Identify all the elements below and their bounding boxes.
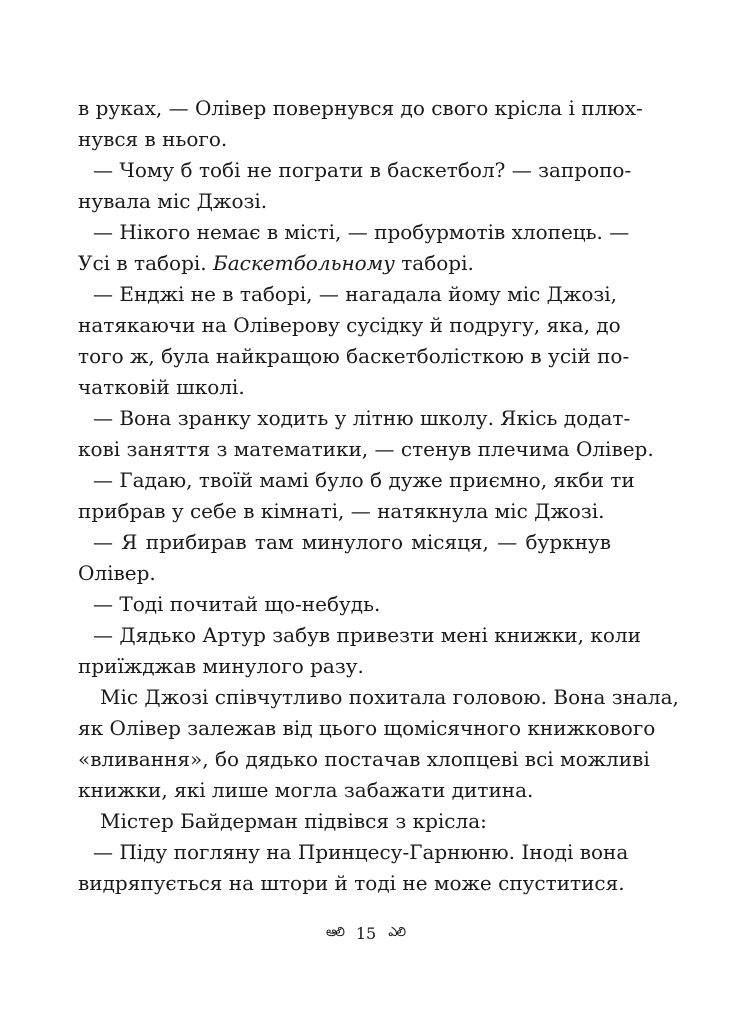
ornament-right-icon: ఎలి — [388, 924, 406, 940]
page-number: 15 — [355, 924, 377, 943]
text-line: приїжджав минулого разу. — [78, 654, 364, 678]
text-line: «вливання», бо дядько постачав хлопцеві всі можливі — [78, 747, 650, 771]
text-line: — Нікого немає в місті, — пробурмотів хлопець. — — [93, 220, 630, 244]
text-line: — Піду погляну на Принцесу-Гарнюню. Іноді вона — [93, 840, 629, 864]
text-line-mixed — [78, 248, 611, 279]
text-line: прибрав у себе в кімнаті, — натякнула міс Джозі. — [78, 499, 605, 523]
text-line: натякаючи на Оліверову сусідку й подругу, яка, до — [78, 313, 621, 337]
text-line: — Енджі не в таборі, — нагадала йому міс Джозі, — [93, 282, 618, 306]
text-line: кові заняття з математики, — стенув плечима Олівер. — [78, 437, 654, 461]
body-text — [78, 93, 679, 899]
ornament-left-icon: ఆలి — [325, 924, 344, 940]
text-line: Міс Джозі співчутливо похитала головою. Вона знала, — [100, 685, 679, 709]
text-line: чатковій школі. — [78, 375, 245, 399]
text-line: — Тоді почитай що-небудь. — [93, 592, 381, 616]
text-line: — Я прибирав там минулого місяця, — буркнув — [93, 530, 611, 554]
text-line: нувала міс Джозі. — [78, 189, 268, 213]
italic-word: Баскетбольному — [213, 251, 395, 275]
text-line: — Вона зранку ходить у літню школу. Якісь додат- — [93, 406, 631, 430]
text-line: в руках, — Олівер повернувся до свого крісла і плюх- — [78, 96, 643, 120]
text-line: книжки, які лише могла забажати дитина. — [78, 778, 534, 802]
text-line: Містер Байдерман підвівся з крісла: — [100, 809, 487, 833]
text-segment: Усі в таборі. — [78, 251, 214, 275]
text-line: нувся в нього. — [78, 127, 228, 151]
text-line: як Олівер залежав від цього щомісячного книжкового — [78, 716, 656, 740]
text-line: видряпується на штори й тоді не може спуститися. — [78, 871, 625, 895]
text-line: — Чому б тобі не пограти в баскетбол? — запропо- — [93, 158, 632, 182]
text-line: — Дядько Артур забув привезти мені книжки, коли — [93, 623, 641, 647]
text-segment: таборі. — [394, 251, 474, 275]
text-line: Олівер. — [78, 561, 156, 585]
text-line: — Гадаю, твоїй мамі було б дуже приємно, якби ти — [93, 468, 635, 492]
text-line: того ж, була найкращою баскетболісткою в усій по- — [78, 344, 630, 368]
page-footer — [0, 924, 731, 943]
